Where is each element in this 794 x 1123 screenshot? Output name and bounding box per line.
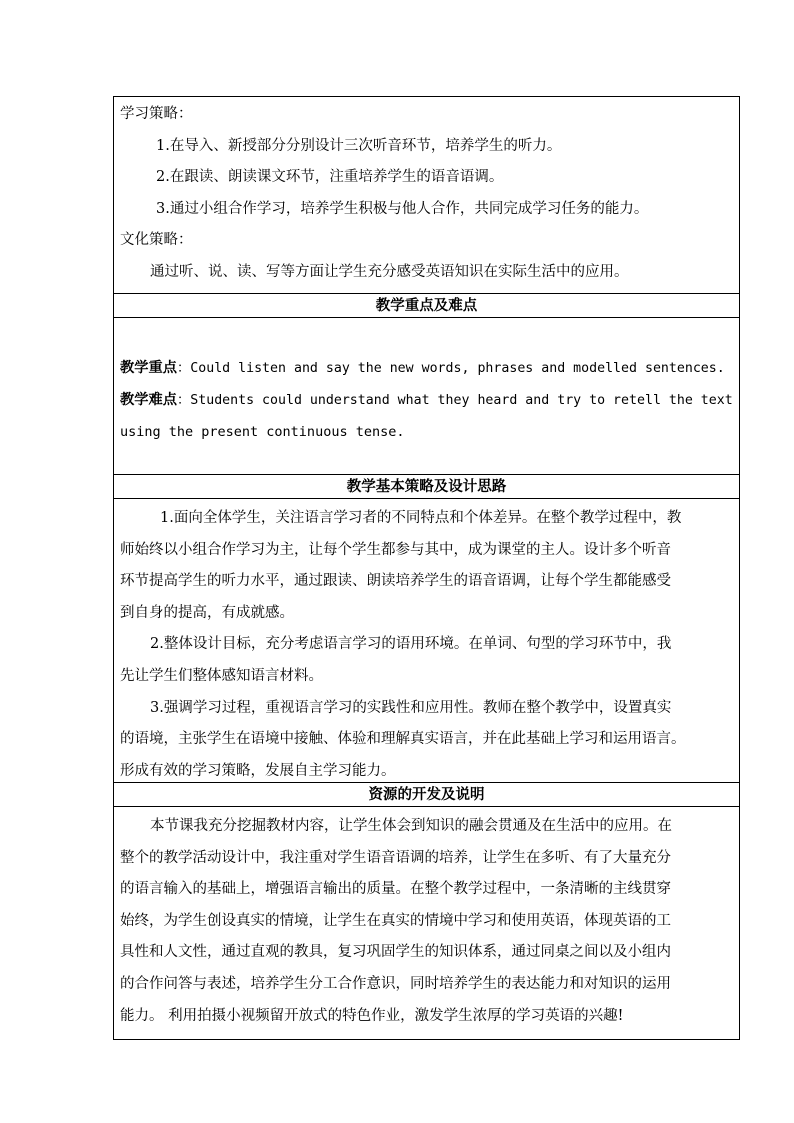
key-points-cell [114,318,739,475]
learning-strategy-title: 学习策略： [120,106,193,122]
paragraph-line: 整个的教学活动设计中，我注重对学生语音语调的培养，让学生在多听、有了大量充分 [120,849,671,866]
lesson-plan-table [113,96,740,1040]
paragraph-line: 能力。 利用拍摄小视频留开放式的特色作业，激发学生浓厚的学习英语的兴趣! [120,1007,624,1024]
key-points-header: 教学重点及难点 [114,294,739,318]
learning-strategy-item: 1.在导入、新授部分分别设计三次听音环节，培养学生的听力。 [156,137,562,154]
paragraph-line: 2.整体设计目标，充分考虑语言学习的语用环境。在单词、句型的学习环节中，我 [150,636,672,653]
paragraph-line: 形成有效的学习策略，发展自主学习能力。 [120,762,396,779]
paragraph-line: 始终，为学生创设真实的情境，让学生在真实的情境中学习和使用英语，体现英语的工 [120,912,671,929]
difficulty-line [120,384,733,416]
learning-strategy-item: 2.在跟读、朗读课文环节，注重培养学生的语音语调。 [156,169,504,185]
paragraph-line: 师始终以小组合作学习为主，让每个学生都参与其中，成为课堂的主人。设计多个听音 [120,541,671,558]
paragraph-line: 先让学生们整体感知语言材料。 [120,667,323,684]
paragraph-line: 环节提高学生的听力水平，通过跟读、朗读培养学生的语音语调，让每个学生都能感受 [120,573,671,590]
focus-label: 教学重点 [120,360,178,376]
difficulty-text-continued: using the present continuous tense. [120,424,405,440]
basic-strategy-header: 教学基本策略及设计思路 [114,475,739,499]
learning-strategy-item: 3.通过小组合作学习，培养学生积极与他人合作，共同完成学习任务的能力。 [156,200,649,217]
culture-strategy-title: 文化策略： [120,232,193,248]
resources-cell [114,807,739,1039]
paragraph-line: 具性和人文性，通过直观的教具，复习巩固学生的知识体系，通过同桌之间以及小组内 [120,944,671,961]
paragraph-line: 3.强调学习过程，重视语言学习的实践性和应用性。教师在整个教学中，设置真实 [150,699,672,716]
difficulty-text: ：Students could understand what they heard and try to retell the text [177,393,733,408]
culture-strategy-text: 通过听、说、读、写等方面让学生充分感受英语知识在实际生活中的应用。 [150,263,629,280]
strategy-cell [114,97,739,294]
paragraph-line: 的合作问答与表述，培养学生分工合作意识，同时培养学生的表达能力和对知识的运用 [120,975,671,992]
paragraph-line: 到自身的提高，有成就感。 [120,604,294,621]
paragraph-line: 的语境，主张学生在语境中接触、体验和理解真实语言，并在此基础上学习和运用语言。 [120,731,686,748]
paragraph-line: 的语言输入的基础上，增强语言输出的质量。在整个教学过程中，一条清晰的主线贯穿 [120,881,671,898]
focus-line [120,352,733,384]
paragraph-line: 本节课我充分挖掘教材内容，让学生体会到知识的融会贯通及在生活中的应用。在 [150,818,672,834]
basic-strategy-cell [114,499,739,783]
focus-text: ：Could listen and say the new words, phrases and modelled sentences. [177,361,725,376]
resources-header: 资源的开发及说明 [114,783,739,807]
difficulty-label: 教学难点 [120,392,178,408]
paragraph-line: 1.面向全体学生，关注语言学习者的不同特点和个体差异。在整个教学过程中，教 [160,510,682,526]
